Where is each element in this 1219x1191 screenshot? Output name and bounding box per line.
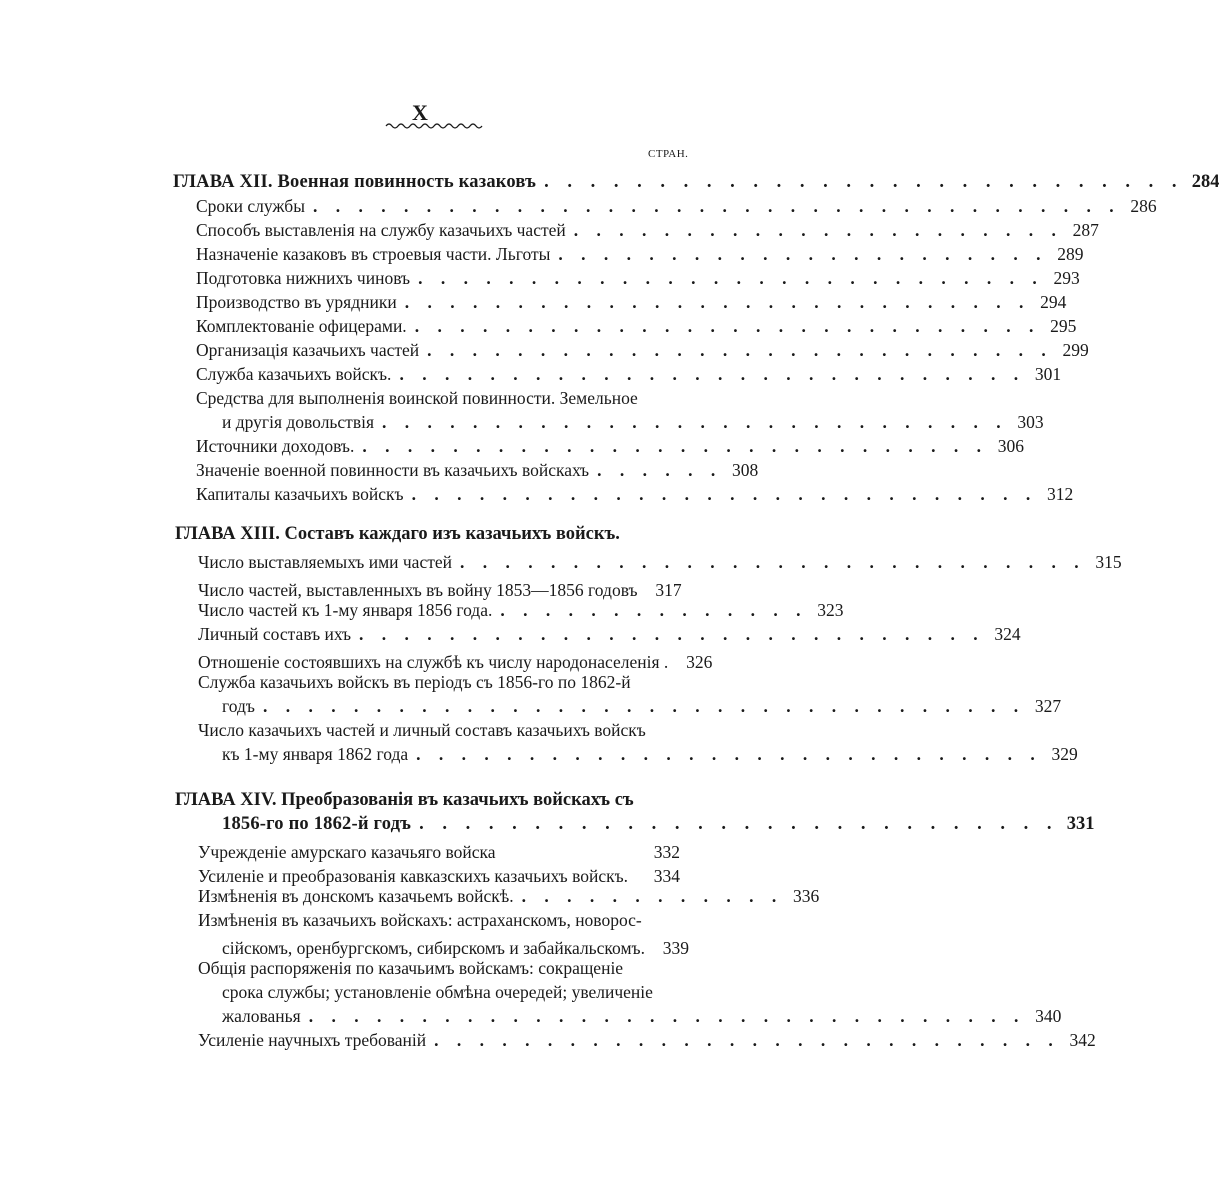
- page-ref: 312: [1046, 484, 1074, 504]
- dot-leader: [668, 648, 676, 668]
- page-ref: 289: [1057, 244, 1084, 264]
- dot-leader: . . . . . .: [597, 460, 723, 480]
- entry-title: Комплектованіе офицерами.: [196, 316, 407, 336]
- chapter-14-heading-cont: [222, 814, 1095, 834]
- dot-leader: . . . . . . . . . . . . . . . . . . . . . . . . . . . .: [419, 814, 1059, 834]
- dot-leader: . . . . . . . . . . . . . . . . . . . . . . . . . . . .: [427, 340, 1053, 360]
- page-ref: 340: [1035, 1006, 1062, 1026]
- entry-title: Усиленіе научныхъ требованій: [198, 1030, 427, 1050]
- page-ref: 295: [1050, 316, 1077, 336]
- dot-leader: . . . . . . . . . . . . . .: [500, 600, 808, 620]
- entry-title: Личный составъ ихъ: [198, 624, 351, 644]
- toc-entry: [222, 934, 689, 958]
- entry-title: и другія довольствія: [222, 412, 374, 432]
- toc-entry: [196, 316, 1077, 336]
- page-ref: 306: [997, 436, 1024, 456]
- dot-leader: . . . . . . . . . . . . . . . . . . . . . . . . . . . .: [416, 744, 1042, 764]
- dot-leader: . . . . . . . . . . . . . . . . . . . . . . . . . . . .: [460, 552, 1086, 572]
- page-ref: 286: [1130, 196, 1157, 216]
- dot-leader: . . . . . . . . . . . . . . . . . . . . . .: [558, 244, 1048, 264]
- dot-leader: . . . . . . . . . . . . . . . . . . . . . . . . . . . .: [418, 268, 1044, 288]
- page-column-header: СТРАН.: [648, 148, 689, 160]
- dot-leader: . . . . . . . . . . . . . . . . . . . . . . . . . . . .: [399, 364, 1026, 384]
- toc-entry-line2: срока службы; установленіе обмѣна очередей; увеличеніе: [222, 982, 653, 1002]
- dot-leader: [628, 862, 644, 882]
- toc-entry: [198, 624, 1021, 644]
- toc-entry-line1: Средства для выполненія воинской повинности. Земельное: [196, 388, 638, 408]
- page-ref: 334: [653, 866, 680, 886]
- page-ref: 326: [686, 652, 713, 672]
- wavy-rule-ornament: [386, 122, 482, 130]
- toc-entry: [198, 552, 1122, 572]
- entry-title: Назначеніе казаковъ въ строевыя части. Льготы: [196, 244, 551, 264]
- toc-entry: [196, 292, 1067, 312]
- entry-title: Капиталы казачьихъ войскъ: [196, 484, 404, 504]
- toc-entry: [196, 484, 1074, 504]
- toc-entry: [198, 648, 713, 672]
- dot-leader: . . . . . . . . . . . . . . . . . . . . . . . . . . . .: [434, 1030, 1060, 1050]
- page-ref: 315: [1095, 552, 1122, 572]
- page-ref: 339: [662, 938, 689, 958]
- dot-leader: [645, 934, 653, 954]
- chapter-13-heading: ГЛАВА XIII. Составъ каждаго изъ казачьихъ войскъ.: [175, 524, 620, 544]
- entry-title: Число выставляемыхъ ими частей: [198, 552, 452, 572]
- entry-title: Способъ выставленія на службу казачьихъ частей: [196, 220, 566, 240]
- page-ref: 342: [1069, 1030, 1096, 1050]
- toc-entry-line1: Общія распоряженія по казачьимъ войскамъ: сокращеніе: [198, 958, 624, 978]
- dot-leader: . . . . . . . . . . . .: [521, 886, 784, 906]
- page-number: X: [412, 100, 428, 125]
- entry-title: къ 1-му января 1862 года: [222, 744, 409, 764]
- toc-entry: [222, 412, 1044, 432]
- entry-title: Число частей къ 1-му января 1856 года.: [198, 600, 493, 620]
- entry-title: Усиленіе и преобразованія кавказскихъ казачьихъ войскъ.: [198, 866, 629, 886]
- dot-leader: . . . . . . . . . . . . . . . . . . . . . . . . . . . . . . . . . .: [262, 696, 1026, 716]
- dot-leader: . . . . . . . . . . . . . . . . . . . . . . . . . . . .: [359, 624, 985, 644]
- dot-leader: . . . . . . . . . . . . . . . . . . . . . .: [573, 220, 1063, 240]
- page-ref: 331: [1066, 814, 1095, 834]
- dot-leader: . . . . . . . . . . . . . . . . . . . . . . . . . . . .: [544, 172, 1184, 192]
- entry-title: годъ: [222, 696, 255, 716]
- page-ref: 303: [1017, 412, 1044, 432]
- page-ref: 324: [994, 624, 1021, 644]
- dot-leader: . . . . . . . . . . . . . . . . . . . . . . . . . . . .: [404, 292, 1031, 312]
- toc-entry: [222, 696, 1062, 716]
- entry-title: Источники доходовъ.: [196, 436, 355, 456]
- page-ref: 284: [1191, 172, 1219, 192]
- toc-entry: [198, 1030, 1096, 1050]
- dot-leader: . . . . . . . . . . . . . . . . . . . . . . . . . . . .: [362, 436, 988, 456]
- dot-leader: . . . . . . . . . . . . . . . . . . . . . . . . . . . . . . . . . . . .: [312, 196, 1121, 216]
- toc-entry: [196, 196, 1157, 216]
- toc-entry-line1: Число казачьихъ частей и личный составъ казачьихъ войскъ: [198, 720, 646, 740]
- toc-entry: [198, 862, 680, 886]
- page-ref: 287: [1072, 220, 1099, 240]
- toc-entry: [198, 600, 844, 620]
- entry-title: Учрежденіе амурскаго казачьяго войска: [198, 842, 496, 862]
- toc-entry: [196, 244, 1084, 264]
- toc-entry: [196, 364, 1062, 384]
- toc-entry-line1: Измѣненія въ казачьихъ войскахъ: астраханскомъ, новорос-: [198, 910, 642, 930]
- toc-entry: [222, 744, 1078, 764]
- entry-title: сійскомъ, оренбургскомъ, сибирскомъ и забайкальскомъ.: [222, 938, 645, 958]
- toc-entry: [222, 1006, 1062, 1026]
- toc-entry: [196, 460, 759, 480]
- entry-title: Производство въ урядники: [196, 292, 397, 312]
- entry-title: Подготовка нижнихъ чиновъ: [196, 268, 411, 288]
- toc-entry: [196, 220, 1099, 240]
- toc-entry: [196, 268, 1080, 288]
- entry-title: Число частей, выставленныхъ въ войну 1853—1856 годовъ: [198, 580, 638, 600]
- chapter-title: 1856-го по 1862-й годъ: [222, 814, 412, 834]
- page-ref: 308: [731, 460, 759, 480]
- page-ref: 336: [793, 886, 820, 906]
- page-ref: 317: [655, 580, 682, 600]
- chapter-title: ГЛАВА XII. Военная повинность казаковъ: [173, 172, 537, 192]
- page-ref: 299: [1062, 340, 1089, 360]
- page-ref: 301: [1034, 364, 1062, 384]
- chapter-12-heading: [173, 172, 1219, 192]
- entry-title: Сроки службы: [196, 196, 305, 216]
- dot-leader: [638, 576, 646, 596]
- dot-leader: . . . . . . . . . . . . . . . . . . . . . . . . . . . .: [411, 484, 1038, 504]
- dot-leader: . . . . . . . . . . . . . . . . . . . . . . . . . . . .: [382, 412, 1008, 432]
- entry-title: Служба казачьихъ войскъ.: [196, 364, 392, 384]
- toc-entry-line1: Служба казачьихъ войскъ въ періодъ съ 1856-го по 1862-й: [198, 672, 631, 692]
- toc-entry: [198, 886, 820, 906]
- page-ref: 332: [653, 842, 680, 862]
- page-ref: 327: [1034, 696, 1062, 716]
- dot-leader: . . . . . . . . . . . . . . . . . . . . . . . . . . . . . . . .: [308, 1006, 1026, 1026]
- page-ref: 329: [1051, 744, 1078, 764]
- toc-entry: [196, 340, 1089, 360]
- entry-title: Организація казачьихъ частей: [196, 340, 420, 360]
- entry-title: жалованья: [222, 1006, 301, 1026]
- toc-entry: [196, 436, 1024, 456]
- chapter-14-heading: ГЛАВА XIV. Преобразованія въ казачьихъ войскахъ съ: [175, 790, 634, 810]
- page-ref: 293: [1053, 268, 1080, 288]
- page-ref: 323: [817, 600, 844, 620]
- entry-title: Значеніе военной повинности въ казачьихъ войскахъ: [196, 460, 590, 480]
- dot-leader: . . . . . . . . . . . . . . . . . . . . . . . . . . . .: [414, 316, 1041, 336]
- toc-entry: [198, 576, 680, 600]
- entry-title: Измѣненія въ донскомъ казачьемъ войскѣ.: [198, 886, 514, 906]
- dot-leader: [496, 838, 644, 858]
- page-ref: 294: [1040, 292, 1067, 312]
- toc-entry: [198, 838, 680, 862]
- entry-title: Отношеніе состоявшихъ на службѣ къ числу народонаселенія .: [198, 652, 669, 672]
